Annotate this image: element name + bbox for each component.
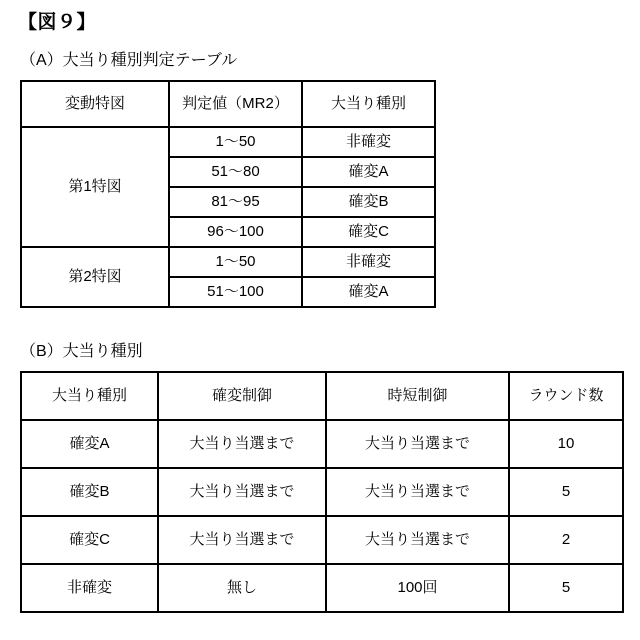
table-b-rounds-cell: 10 [509,420,623,468]
table-b-kakuhen-cell: 大当り当選まで [158,420,326,468]
hit-type-detail-table [20,371,624,613]
table-b-header-cell-4: ラウンド数 [509,372,623,420]
table-b-jitan-cell: 100回 [326,564,509,612]
table-b-kakuhen-cell: 無し [158,564,326,612]
table-a-header-cell-2: 判定値（MR2） [169,81,302,127]
table-a-range-cell: 1〜50 [169,127,302,157]
table-b-kakuhen-cell: 大当り当選まで [158,468,326,516]
table-b-jitan-cell: 大当り当選まで [326,468,509,516]
table-row [21,564,623,612]
table-b-rounds-cell: 5 [509,564,623,612]
table-row [21,247,435,277]
table-b-type-cell: 非確変 [21,564,158,612]
table-b-type-cell: 確変C [21,516,158,564]
table-a-group-label-1: 第1特図 [21,127,169,247]
hit-type-decision-table [20,80,436,308]
section-spacer [18,308,624,342]
table-b-rounds-cell: 2 [509,516,623,564]
table-b-jitan-cell: 大当り当選まで [326,516,509,564]
figure-title: 【図９】 [18,12,97,33]
table-a-range-cell: 1〜50 [169,247,302,277]
table-a-range-cell: 96〜100 [169,217,302,247]
table-a-range-cell: 51〜100 [169,277,302,307]
table-b-rounds-cell: 5 [509,468,623,516]
table-b-header-row [21,372,623,420]
table-b-header-cell-3: 時短制御 [326,372,509,420]
table-a-header-cell-3: 大当り種別 [302,81,435,127]
table-a-type-cell: 非確変 [302,127,435,157]
table-b-jitan-cell: 大当り当選まで [326,420,509,468]
table-row [21,468,623,516]
table-row [21,127,435,157]
table-b-header-cell-2: 確変制御 [158,372,326,420]
table-a-type-cell: 確変A [302,277,435,307]
table-a-range-cell: 81〜95 [169,187,302,217]
table-a-header-cell-1: 変動特図 [21,81,169,127]
table-b-kakuhen-cell: 大当り当選まで [158,516,326,564]
table-a-type-cell: 確変C [302,217,435,247]
section-b-label: （B）大当り種別 [20,342,143,360]
table-b-header-cell-1: 大当り種別 [21,372,158,420]
table-a-group-label-2: 第2特図 [21,247,169,307]
table-a-range-cell: 51〜80 [169,157,302,187]
table-row [21,420,623,468]
table-b-type-cell: 確変B [21,468,158,516]
table-row [21,516,623,564]
table-a-header-row [21,81,435,127]
table-a-type-cell: 確変B [302,187,435,217]
table-b-type-cell: 確変A [21,420,158,468]
section-a-label: （A）大当り種別判定テーブル [20,51,238,69]
table-a-type-cell: 非確変 [302,247,435,277]
table-a-type-cell: 確変A [302,157,435,187]
